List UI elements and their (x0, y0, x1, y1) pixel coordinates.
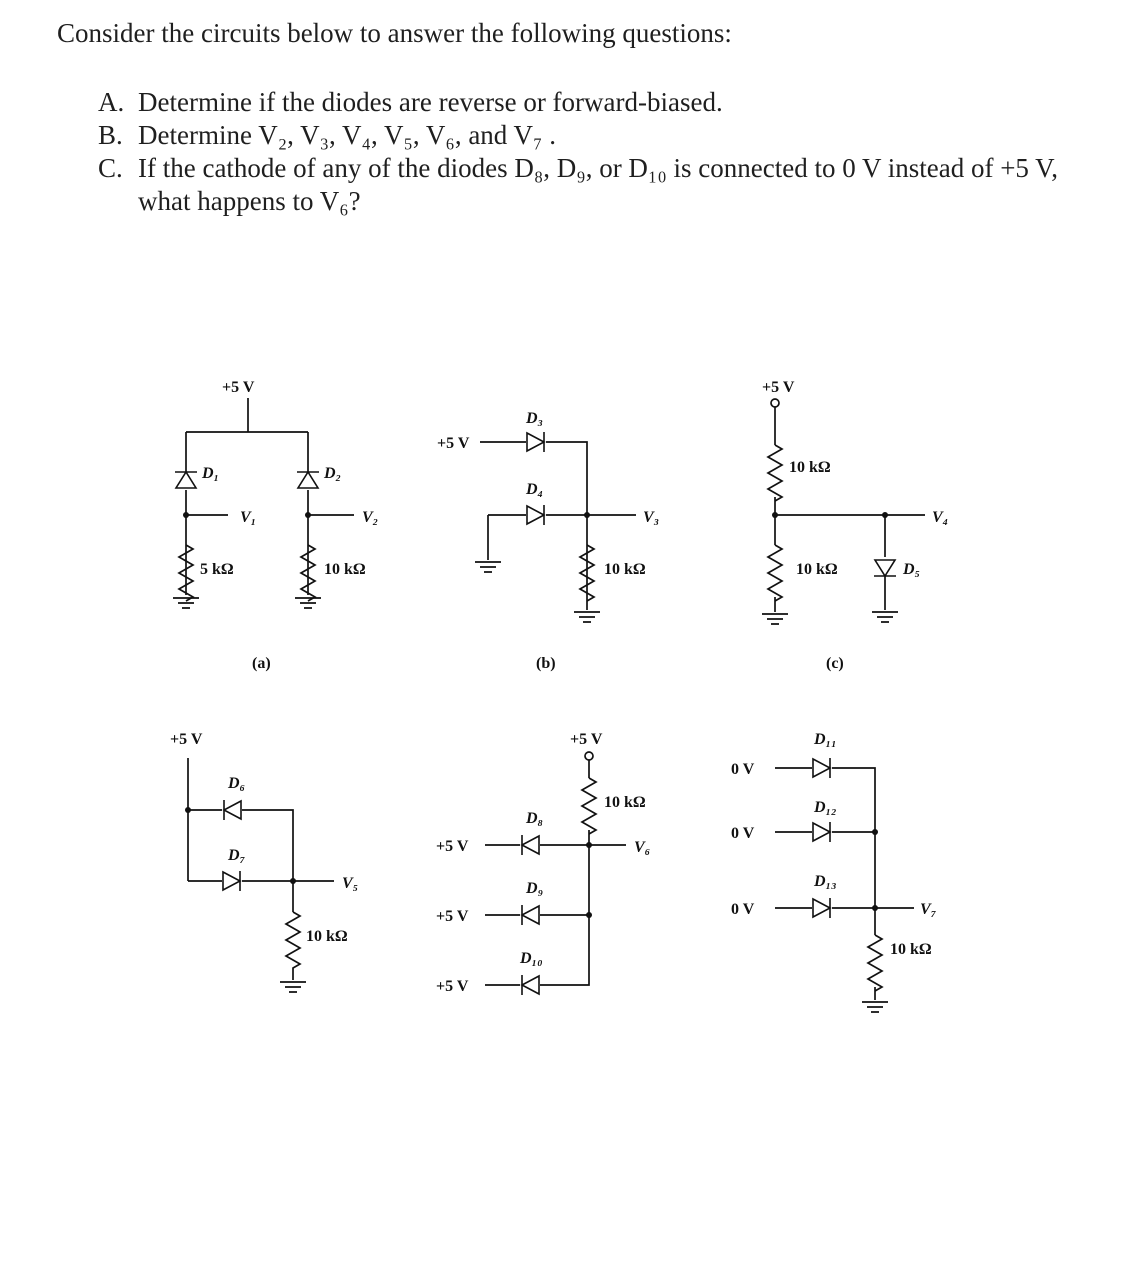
d2-label: D₂ (324, 465, 342, 482)
item-label: A. (98, 87, 125, 117)
ground-icon (475, 562, 501, 572)
junction-dot (772, 512, 778, 518)
junction-dot (305, 512, 311, 518)
diode-d11 (813, 758, 830, 778)
d6-label: D₆ (228, 775, 246, 792)
v4-label: V₄ (932, 509, 949, 526)
d10-label: D₁₀ (520, 950, 543, 967)
junction-dot (586, 912, 592, 918)
diode-d10 (522, 975, 539, 995)
ground-icon (173, 598, 199, 608)
resistor-r-bottom (768, 545, 782, 601)
d12-label: D₁₂ (814, 799, 837, 816)
d13-label: D₁₃ (814, 873, 837, 890)
question-intro: Consider the circuits below to answer the following questions: (57, 18, 732, 48)
in10-label: +5 V (436, 978, 469, 995)
caption-b: (b) (536, 655, 556, 672)
resistor-r (582, 778, 596, 834)
resistor-r-top (768, 445, 782, 501)
circuit-d (170, 731, 358, 992)
r2-label: 10 kΩ (324, 561, 366, 578)
in9-label: +5 V (436, 908, 469, 925)
supply-label: +5 V (170, 731, 203, 748)
v6-label: V₆ (634, 839, 651, 856)
diode-d8 (522, 835, 539, 855)
d7-label: D₇ (228, 847, 246, 864)
d3-label: D₃ (526, 410, 544, 427)
in13-label: 0 V (731, 901, 755, 918)
junction-dot (185, 807, 191, 813)
terminal-icon (585, 752, 593, 760)
ground-icon (574, 612, 600, 622)
resistor-r (868, 935, 882, 991)
r-label: 10 kΩ (306, 928, 348, 945)
d11-label: D₁₁ (814, 731, 837, 748)
diode-d1 (175, 472, 197, 488)
diode-d4 (527, 505, 544, 525)
terminal-icon (771, 399, 779, 407)
d1-label: D₁ (202, 465, 220, 482)
item-label: B. (98, 120, 123, 150)
junction-dot (872, 829, 878, 835)
d5-label: D₅ (903, 561, 921, 578)
r-label: 10 kΩ (604, 794, 646, 811)
junction-dot (872, 905, 878, 911)
r-top-label: 10 kΩ (789, 459, 831, 476)
item-text: Determine if the diodes are reverse or forward-biased. (138, 87, 723, 117)
item-text: Determine V₂, V₃, V₄, V₅, V₆, and V₇ . (138, 120, 556, 150)
v3-label: V₃ (643, 509, 660, 526)
r1-label: 5 kΩ (200, 561, 234, 578)
ground-icon (295, 598, 321, 608)
ground-icon (872, 612, 898, 622)
junction-dot (882, 512, 888, 518)
supply-label: +5 V (437, 435, 470, 452)
caption-a: (a) (252, 655, 271, 672)
caption-c: (c) (826, 655, 844, 672)
supply-label: +5 V (570, 731, 603, 748)
in12-label: 0 V (731, 825, 755, 842)
resistor-r (286, 912, 300, 980)
diode-d7 (223, 871, 240, 891)
circuit-f (731, 731, 937, 1012)
junction-dot (290, 878, 296, 884)
v5-label: V₅ (342, 875, 359, 892)
circuit-a (173, 379, 378, 672)
v7-label: V₇ (920, 901, 937, 918)
d9-label: D₉ (526, 880, 544, 897)
v2-label: V₂ (362, 509, 379, 526)
in8-label: +5 V (436, 838, 469, 855)
diode-d12 (813, 822, 830, 842)
r-bottom-label: 10 kΩ (796, 561, 838, 578)
d4-label: D₄ (526, 481, 544, 498)
diode-d13 (813, 898, 830, 918)
v1-label: V₁ (240, 509, 257, 526)
diode-d6 (224, 800, 241, 820)
circuit-b (437, 410, 659, 672)
item-label: C. (98, 153, 123, 183)
ground-icon (762, 614, 788, 624)
d8-label: D₈ (526, 810, 544, 827)
r-label: 10 kΩ (890, 941, 932, 958)
junction-dot (586, 842, 592, 848)
diode-d3 (527, 432, 544, 452)
circuit-c (762, 379, 948, 672)
supply-label: +5 V (222, 379, 255, 396)
junction-dot (584, 512, 590, 518)
ground-icon (862, 1002, 888, 1012)
junction-dot (183, 512, 189, 518)
r-label: 10 kΩ (604, 561, 646, 578)
item-text: If the cathode of any of the diodes D₈, D₉, or D₁₀ is connected to 0 V instead of +5 V, what happens to V₆? (138, 153, 1058, 216)
ground-icon (280, 982, 306, 992)
in11-label: 0 V (731, 761, 755, 778)
diode-d5 (874, 560, 896, 576)
diode-d9 (522, 905, 539, 925)
diode-d2 (297, 472, 319, 488)
circuit-e (436, 731, 650, 995)
supply-label: +5 V (762, 379, 795, 396)
